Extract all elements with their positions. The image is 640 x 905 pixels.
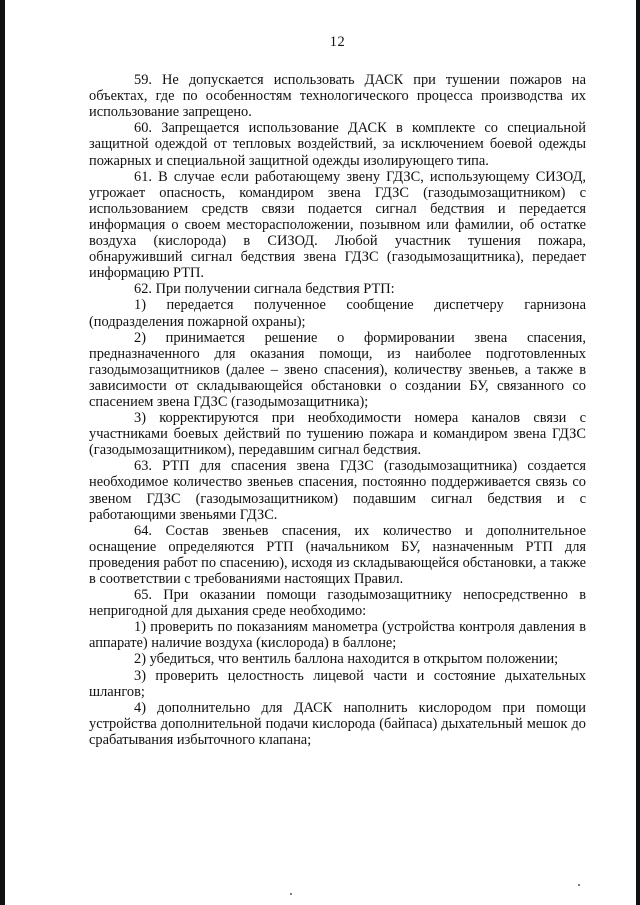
list-item-65-4: 4) дополнительно для ДАСК наполнить кислородом при помощи устройства дополнительной подачи кислорода (байпаса) дыхательный мешок до срабатывания избыточного клапана; bbox=[89, 699, 586, 748]
paragraph-59: 59. Не допускается использовать ДАСК при тушении пожаров на объектах, где по особенностям технологического процесса производства их использование запрещено. bbox=[89, 72, 586, 121]
paragraph-65: 65. При оказании помощи газодымозащитнику непосредственно в непригодной для дыхания среде необходимо: bbox=[89, 587, 586, 620]
list-item-65-3: 3) проверить целостность лицевой части и состояние дыхательных шлангов; bbox=[89, 667, 586, 700]
list-item-65-1: 1) проверить по показаниям манометра (устройства контроля давления в аппарате) наличие воздуха (кислорода) в баллоне; bbox=[89, 619, 586, 652]
list-item-62-1: 1) передается полученное сообщение диспетчеру гарнизона (подразделения пожарной охраны); bbox=[89, 297, 586, 330]
paragraph-62: 62. При получении сигнала бедствия РТП: bbox=[134, 281, 395, 298]
paragraph-64: 64. Состав звеньев спасения, их количество и дополнительное оснащение определяются РТП (начальником БУ, назначенным РТП для проведения работ по спасению), исходя из складывающейся обстановки, а также в соответствии с требованиями настоящих Правил. bbox=[89, 522, 586, 587]
scan-border-right bbox=[636, 0, 640, 905]
paragraph-60: 60. Запрещается использование ДАСК в комплекте со специальной защитной одеждой от тепловых воздействий, за исключением боевой одежды пожарных и специальной защитной одежды изолирующего типа. bbox=[89, 120, 586, 169]
paragraph-61: 61. В случае если работающему звену ГДЗС, использующему СИЗОД, угрожает опасность, командиром звена ГДЗС (газодымозащитником) с использованием средств связи подается сигнал бедствия и передается информация о своем месторасположении, позывном или фамилии, об остатке воздуха (кислорода) в СИЗОД. Любой участник тушения пожара, обнаруживший сигнал бедствия звена ГДЗС (газодымозащитника), передает информацию РТП. bbox=[89, 168, 586, 282]
paragraph-63: 63. РТП для спасения звена ГДЗС (газодымозащитника) создается необходимое количество звеньев спасения, постоянно поддерживается связь со звеном ГДЗС (газодымозащитником) подавшим сигнал бедствия и с работающими звеньями ГДЗС. bbox=[89, 458, 586, 523]
list-item-65-2: 2) убедиться, что вентиль баллона находится в открытом положении; bbox=[134, 651, 559, 668]
page-number: 12 bbox=[329, 34, 346, 50]
list-item-62-3: 3) корректируются при необходимости номера каналов связи с участниками боевых действий по тушению пожара и командиром звена ГДЗС (газодымозащитником), передавшим сигнал бедствия. bbox=[89, 410, 586, 459]
scan-speck bbox=[290, 893, 292, 895]
scan-border-left bbox=[0, 0, 5, 905]
document-page bbox=[89, 34, 586, 748]
list-item-62-2: 2) принимается решение о формировании звена спасения, предназначенного для оказания помощи, из наиболее подготовленных газодымозащитников (далее – звено спасения), количеству звеньев, а также в зависимости от складывающейся обстановки о создании БУ, связанного со спасением звена ГДЗС (газодымозащитника); bbox=[89, 329, 586, 410]
scan-speck bbox=[578, 884, 580, 886]
